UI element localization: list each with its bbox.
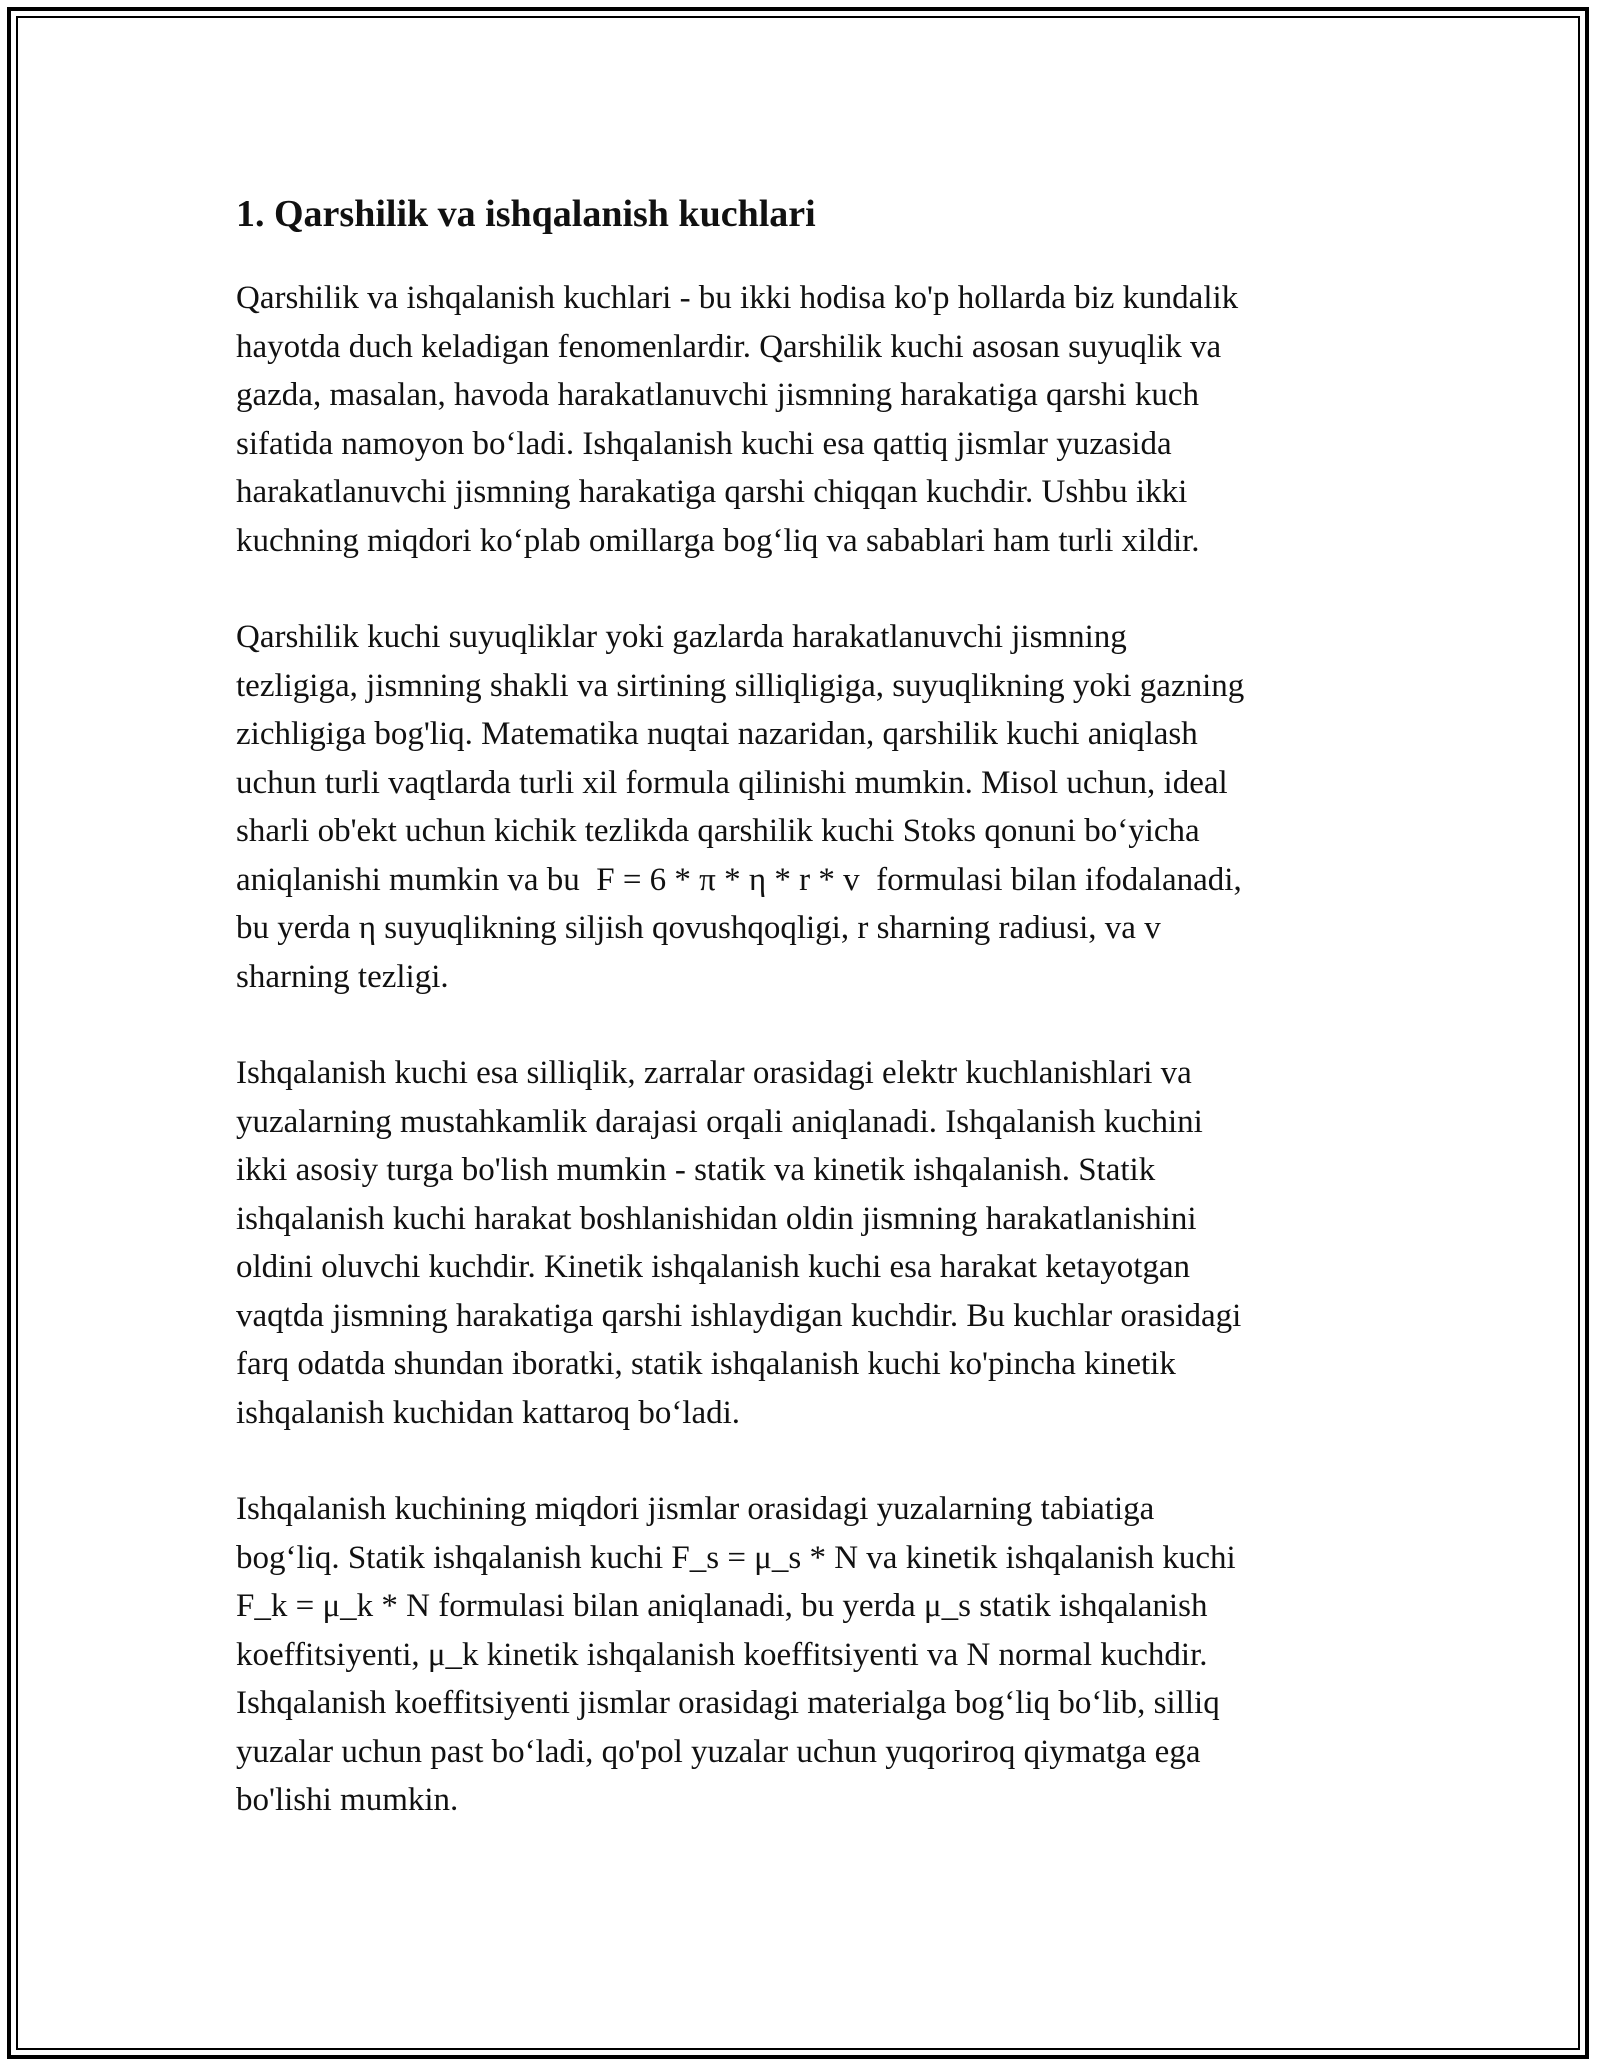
text-line: F_k = μ_k * N formulasi bilan aniqlanadi, bu yerda μ_s statik ishqalanish xyxy=(236,1588,1208,1624)
text-line: sharning tezligi. xyxy=(236,958,449,995)
paragraph-2 xyxy=(236,613,1366,1001)
text-line: koeffitsiyenti, μ_k kinetik ishqalanish koeffitsiyenti va N normal kuchdir. xyxy=(236,1636,1208,1673)
paragraph-4 xyxy=(236,1485,1366,1825)
text-line: Ishqalanish kuchining miqdori jismlar orasidagi yuzalarning tabiatiga xyxy=(236,1491,1155,1527)
paragraph-container xyxy=(236,274,1366,1825)
text-line: Qarshilik va ishqalanish kuchlari - bu ikki hodisa ko'p hollarda biz kundalik xyxy=(236,280,1239,316)
text-line: tezligiga, jismning shakli va sirtining silliqligiga, suyuqlikning yoki gazning xyxy=(236,667,1245,704)
text-line: kuchning miqdori koʻplab omillarga bogʻliq va sabablari ham turli xildir. xyxy=(236,522,1200,559)
text-line: oldini oluvchi kuchdir. Kinetik ishqalanish kuchi esa harakat ketayotgan xyxy=(236,1249,1191,1285)
text-line: gazda, masalan, havoda harakatlanuvchi jismning harakatiga qarshi kuch xyxy=(236,377,1200,413)
text-line: ishqalanish kuchi harakat boshlanishidan oldin jismning harakatlanishini xyxy=(236,1200,1197,1237)
text-line: yuzalar uchun past boʻladi, qo'pol yuzalar uchun yuqoriroq qiymatga ega xyxy=(236,1733,1201,1770)
text-line: bo'lishi mumkin. xyxy=(236,1782,459,1818)
text-line: bogʻliq. Statik ishqalanish kuchi F_s = μ_s * N va kinetik ishqalanish kuchi xyxy=(236,1539,1236,1576)
text-line: yuzalarning mustahkamlik darajasi orqali aniqlanadi. Ishqalanish kuchini xyxy=(236,1103,1203,1140)
text-line: Ishqalanish kuchi esa silliqlik, zarralar orasidagi elektr kuchlanishlari va xyxy=(236,1055,1192,1091)
text-line: aniqlanishi mumkin va bu F = 6 * π * η * r * v formulasi bilan ifodalanadi, xyxy=(236,861,1242,898)
text-line: hayotda duch keladigan fenomenlardir. Qarshilik kuchi asosan suyuqlik va xyxy=(236,328,1222,365)
text-line: uchun turli vaqtlarda turli xil formula qilinishi mumkin. Misol uchun, ideal xyxy=(236,764,1228,801)
text-line: ishqalanish kuchidan kattaroq boʻladi. xyxy=(236,1394,741,1431)
document-body xyxy=(236,186,1366,1873)
section-heading: 1. Qarshilik va ishqalanish kuchlari xyxy=(236,193,816,235)
paragraph-3 xyxy=(236,1049,1366,1437)
text-line: sharli ob'ekt uchun kichik tezlikda qarshilik kuchi Stoks qonuni boʻyicha xyxy=(236,813,1200,849)
text-line: harakatlanuvchi jismning harakatiga qarshi chiqqan kuchdir. Ushbu ikki xyxy=(236,474,1188,510)
text-line: Ishqalanish koeffitsiyenti jismlar orasidagi materialga bogʻliq boʻlib, silliq xyxy=(236,1685,1220,1721)
text-line: Qarshilik kuchi suyuqliklar yoki gazlarda harakatlanuvchi jismning xyxy=(236,619,1127,655)
text-line: sifatida namoyon boʻladi. Ishqalanish kuchi esa qattiq jismlar yuzasida xyxy=(236,425,1172,462)
text-line: ikki asosiy turga bo'lish mumkin - statik va kinetik ishqalanish. Statik xyxy=(236,1152,1156,1188)
text-line: vaqtda jismning harakatiga qarshi ishlaydigan kuchdir. Bu kuchlar orasidagi xyxy=(236,1297,1242,1334)
text-line: bu yerda η suyuqlikning siljish qovushqoqligi, r sharning radiusi, va v xyxy=(236,910,1161,946)
paragraph-1 xyxy=(236,274,1366,565)
text-line: zichligiga bog'liq. Matematika nuqtai nazaridan, qarshilik kuchi aniqlash xyxy=(236,716,1198,752)
text-line: farq odatda shundan iboratki, statik ishqalanish kuchi ko'pincha kinetik xyxy=(236,1346,1176,1382)
